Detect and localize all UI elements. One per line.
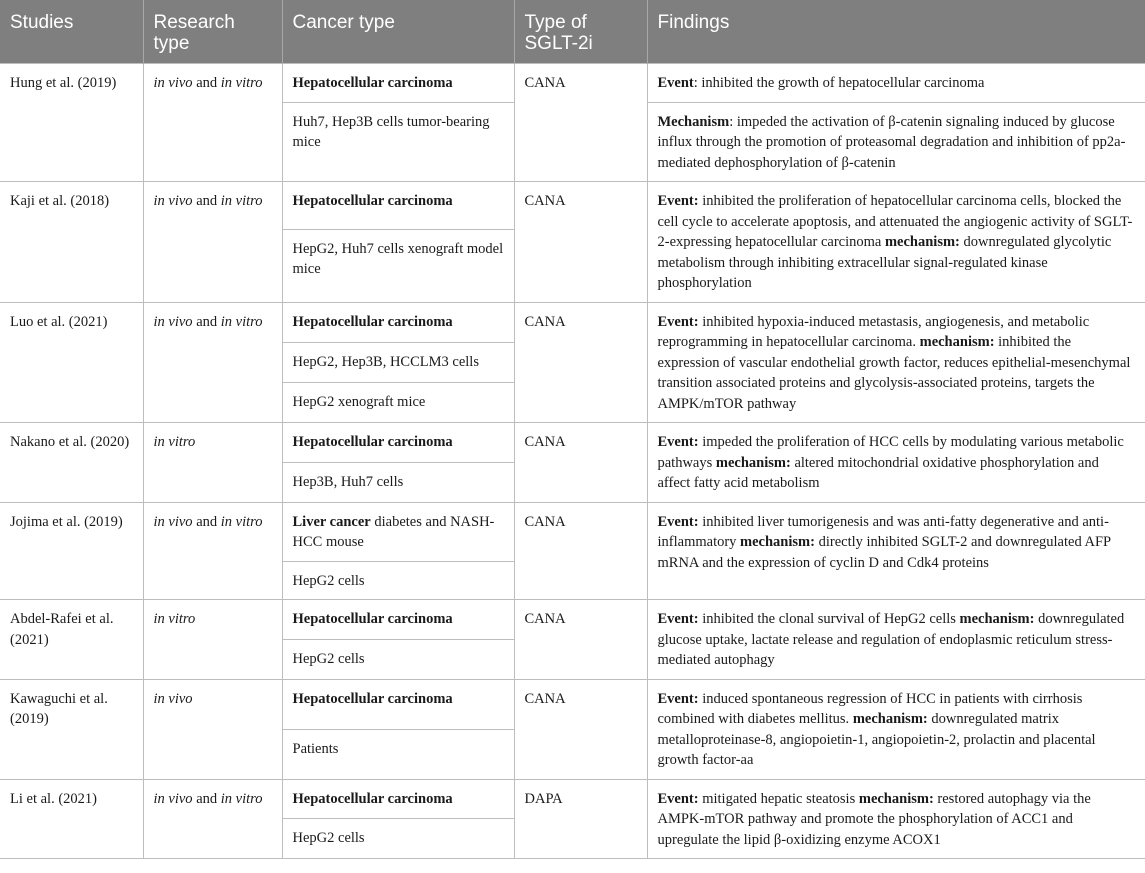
sglt2i-type-cell: CANA [514, 679, 647, 779]
research-type-text: and [192, 790, 221, 807]
findings-text: Event: [657, 434, 699, 450]
research-type-text: in vitro [153, 611, 196, 627]
findings-cell [647, 102, 1145, 182]
research-type-cell [143, 302, 282, 423]
table-body [0, 64, 1145, 859]
study-cell: Jojima et al. (2019) [0, 502, 143, 600]
research-type-cell [143, 182, 282, 303]
study-cell: Luo et al. (2021) [0, 302, 143, 423]
cancer-type-text: Hepatocellular carcinoma [292, 611, 453, 627]
table-row [0, 600, 1145, 640]
findings-text: mechanism: [852, 711, 928, 727]
cancer-type-text: HepG2 xenograft mice [292, 393, 426, 410]
cancer-type-text: Patients [292, 740, 339, 757]
cancer-type-cell [282, 462, 514, 502]
cancer-type-cell [282, 64, 514, 103]
study-cell: Kaji et al. (2018) [0, 182, 143, 303]
cancer-type-text: Liver cancer [292, 513, 371, 530]
findings-text: directly inhibited SGLT-2 and downregulated AFP mRNA and the expression of cyclin D and Cdk4 proteins [657, 534, 1111, 571]
research-type-cell [143, 600, 282, 680]
findings-text: inhibited the clonal survival of HepG2 cells [698, 611, 960, 627]
findings-cell [647, 679, 1145, 779]
cancer-type-cell [282, 302, 514, 342]
study-cell: Nakano et al. (2020) [0, 423, 143, 503]
research-type-text: in vitro [220, 313, 263, 330]
findings-text: mechanism: [740, 534, 815, 550]
header-cancer-type: Cancer type [282, 0, 514, 64]
research-type-cell [143, 64, 282, 182]
findings-text: : inhibited the growth of hepatocellular carcinoma [693, 75, 985, 91]
findings-text: altered mitochondrial oxidative phosphorylation and affect fatty acid metabolism [657, 454, 1099, 491]
cancer-type-text: Huh7, Hep3B cells tumor-bearing mice [292, 113, 490, 150]
cancer-type-cell [282, 342, 514, 382]
findings-text: mechanism: [884, 234, 960, 250]
table-row [0, 779, 1145, 819]
research-type-text: in vivo [153, 690, 193, 707]
sglt2i-type-cell: CANA [514, 502, 647, 600]
table-row [0, 182, 1145, 230]
header-research-type: Research type [143, 0, 282, 64]
findings-text: downregulated glucose uptake, lactate release and regulation of endoplasmic reticulum stress-mediated autophagy [657, 611, 1125, 668]
cancer-type-text: Hepatocellular carcinoma [292, 790, 453, 807]
cancer-type-cell [282, 729, 514, 779]
findings-cell [647, 779, 1145, 859]
cancer-type-cell [282, 819, 514, 859]
table-row [0, 502, 1145, 561]
research-type-text: and [192, 75, 221, 91]
findings-text: Event [657, 75, 694, 91]
sglt2i-type-cell: CANA [514, 182, 647, 303]
cancer-type-cell [282, 600, 514, 640]
header-row [0, 0, 1145, 64]
findings-text: Mechanism [657, 113, 730, 130]
cancer-type-cell [282, 229, 514, 302]
cancer-type-text: Hepatocellular carcinoma [292, 193, 453, 209]
findings-text: inhibited liver tumorigenesis and was anti-fatty degenerative and anti-inflammatory [657, 513, 1109, 550]
research-type-text: in vitro [220, 75, 263, 91]
cancer-type-text: HepG2 cells [292, 650, 365, 667]
findings-text: mitigated hepatic steatosis [698, 790, 859, 807]
findings-cell [647, 182, 1145, 303]
research-type-text: in vivo [153, 513, 193, 530]
cancer-type-cell [282, 182, 514, 230]
cancer-type-cell [282, 423, 514, 463]
cancer-type-text: HepG2 cells [292, 572, 365, 589]
sglt2i-type-cell: CANA [514, 600, 647, 680]
cancer-type-text: HepG2, Hep3B, HCCLM3 cells [292, 353, 479, 370]
sglt2i-type-cell: CANA [514, 64, 647, 182]
findings-text: downregulated glycolytic metabolism through inhibiting extracellular signal-regulated kinase phosphorylation [657, 234, 1112, 291]
findings-text: inhibited the expression of vascular endothelial growth factor, reduces epithelial-mesenchymal transition associated proteins and glycolysis-associated proteins, targets the AMPK/mTOR pathway [657, 334, 1131, 412]
cancer-type-text: HepG2 cells [292, 830, 365, 847]
cancer-type-cell [282, 779, 514, 819]
findings-cell [647, 600, 1145, 680]
research-type-text: in vitro [153, 434, 196, 450]
research-type-cell [143, 502, 282, 600]
header-studies: Studies [0, 0, 143, 64]
findings-cell [647, 302, 1145, 423]
findings-text: Event: [657, 790, 699, 807]
study-cell: Abdel-Rafei et al. (2021) [0, 600, 143, 680]
findings-text: Event: [657, 193, 699, 209]
study-cell: Hung et al. (2019) [0, 64, 143, 182]
findings-cell [647, 502, 1145, 600]
findings-text: : impeded the activation of β-catenin signaling induced by glucose influx through the promotion of proteasomal degradation and inhibition of pp2a-mediated dephosphorylation of β-catenin [657, 113, 1126, 171]
study-cell: Li et al. (2021) [0, 779, 143, 859]
research-type-text: and [192, 513, 221, 530]
header-findings: Findings [647, 0, 1145, 64]
table-row [0, 679, 1145, 729]
findings-text: Event: [657, 313, 699, 330]
findings-text: mechanism: [919, 334, 995, 350]
research-type-text: and [192, 193, 221, 209]
findings-text: mechanism: [858, 790, 934, 807]
findings-text: mechanism: [715, 454, 791, 471]
research-type-cell [143, 423, 282, 503]
sglt2i-type-cell: CANA [514, 302, 647, 423]
cancer-type-cell [282, 561, 514, 600]
findings-cell [647, 423, 1145, 503]
cancer-type-text: diabetes and NASH-HCC mouse [292, 513, 495, 550]
research-type-text: in vivo [153, 313, 193, 330]
sglt2i-type-cell: DAPA [514, 779, 647, 859]
cancer-type-text: Hep3B, Huh7 cells [292, 473, 404, 490]
findings-text: induced spontaneous regression of HCC in patients with cirrhosis combined with diabetes mellitus. [657, 690, 1083, 727]
cancer-type-cell [282, 102, 514, 182]
cancer-type-cell [282, 679, 514, 729]
cancer-type-text: Hepatocellular carcinoma [292, 434, 453, 450]
research-type-text: in vivo [153, 790, 193, 807]
findings-text: mechanism: [959, 611, 1035, 627]
research-type-text: in vitro [220, 193, 263, 209]
findings-text: inhibited the proliferation of hepatocellular carcinoma cells, blocked the cell cycle to accelerate apoptosis, and attenuated the angiogenic activity of SGLT-2-expressing hepatocellular carcinoma [657, 193, 1133, 250]
cancer-type-text: HepG2, Huh7 cells xenograft model mice [292, 240, 504, 278]
cancer-type-text: Hepatocellular carcinoma [292, 313, 453, 330]
findings-text: downregulated matrix metalloproteinase-8, angiopoietin-1, angiopoietin-2, prolactin and placental growth factor-aa [657, 711, 1096, 768]
research-type-text: and [192, 313, 221, 330]
cancer-type-cell [282, 382, 514, 422]
table-row [0, 64, 1145, 103]
findings-text: restored autophagy via the AMPK-mTOR pathway and promote the phosphorylation of ACC1 and upregulate the lipid β-oxidizing enzyme ACOX1 [657, 790, 1091, 848]
cancer-type-cell [282, 502, 514, 561]
research-type-cell [143, 679, 282, 779]
findings-text: Event: [657, 690, 699, 707]
findings-text: Event: [657, 513, 699, 530]
study-cell: Kawaguchi et al. (2019) [0, 679, 143, 779]
table-row [0, 302, 1145, 342]
research-type-text: in vitro [220, 513, 263, 530]
findings-cell [647, 64, 1145, 103]
research-type-cell [143, 779, 282, 859]
findings-text: Event: [657, 611, 699, 627]
findings-text: inhibited hypoxia-induced metastasis, angiogenesis, and metabolic reprogramming in hepatocellular carcinoma. [657, 313, 1090, 350]
sglt2i-type-cell: CANA [514, 423, 647, 503]
cancer-type-cell [282, 639, 514, 679]
header-sglt2i-type: Type of SGLT-2i [514, 0, 647, 64]
cancer-type-text: Hepatocellular carcinoma [292, 690, 453, 707]
research-type-text: in vivo [153, 75, 193, 91]
cancer-type-text: Hepatocellular carcinoma [292, 75, 453, 91]
research-type-text: in vitro [220, 790, 263, 807]
findings-text: impeded the proliferation of HCC cells by modulating various metabolic pathways [657, 434, 1124, 471]
table-row [0, 423, 1145, 463]
research-type-text: in vivo [153, 193, 193, 209]
